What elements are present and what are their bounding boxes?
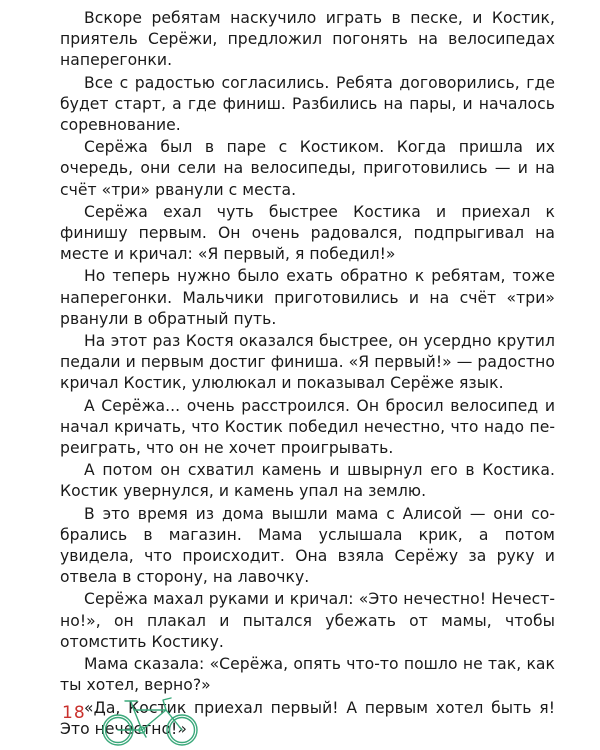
paragraph: В это время из дома вышли мама с Алисой — они собрались в магазин. Мама услышала крик, а потом увидела, что происходит. Она взяла Серёжу за руку и отвела в сторону, на лавочку. xyxy=(60,504,555,587)
paragraph: Мама сказала: «Серёжа, опять что-то пошло не так, как ты хотел, верно?» xyxy=(60,655,555,695)
bicycle-icon xyxy=(96,692,206,750)
paragraph: А Серёжа... очень расстроился. Он бросил велосипед и начал кричать, что Костик победил нечестно, что надо переиграть, что он не хочет проигрывать. xyxy=(60,396,555,458)
paragraph: «Да, Костик приехал первый! А первым хотел быть я! Это нечестно!» xyxy=(60,698,555,738)
paragraph: Серёжа махал руками и кричал: «Это нечестно! Нечестно!», он плакал и пытался убежать от мамы, чтобы отомстить Костику. xyxy=(60,590,555,651)
paragraph: На этот раз Костя оказался быстрее, он усердно крутил педали и первым достиг финиша. «Я первый!» — радостно кричал Костик, улюлюкал и показывал Серёже язык. xyxy=(60,332,555,393)
paragraph: Серёжа ехал чуть быстрее Костика и приехал к финишу первым. Он очень радовался, подпрыгивал на месте и кричал: «Я первый, я победил!» xyxy=(60,202,555,264)
paragraph: Но теперь нужно было ехать обратно к ребятам, тоже наперегонки. Мальчики приготовились и на счёт «три» рванули в обратный путь. xyxy=(60,267,555,328)
paragraph: Вскоре ребятам наскучило играть в песке, и Костик, приятель Серёжи, предложил погонять на велосипедах наперегонки. xyxy=(60,9,555,70)
page-number: 18 xyxy=(62,703,86,723)
paragraph: А потом он схватил камень и швырнул его в Костика. Костик увернулся, и камень упал на землю. xyxy=(60,461,555,501)
story-text xyxy=(60,8,555,741)
paragraph: Серёжа был в паре с Костиком. Когда пришла их очередь, они сели на велосипеды, приготовились — и на счёт «три» рванули с места. xyxy=(60,138,555,199)
paragraph: Все с радостью согласились. Ребята договорились, где будет старт, а где финиш. Разбились на пары, и началось соревнование. xyxy=(60,73,555,135)
